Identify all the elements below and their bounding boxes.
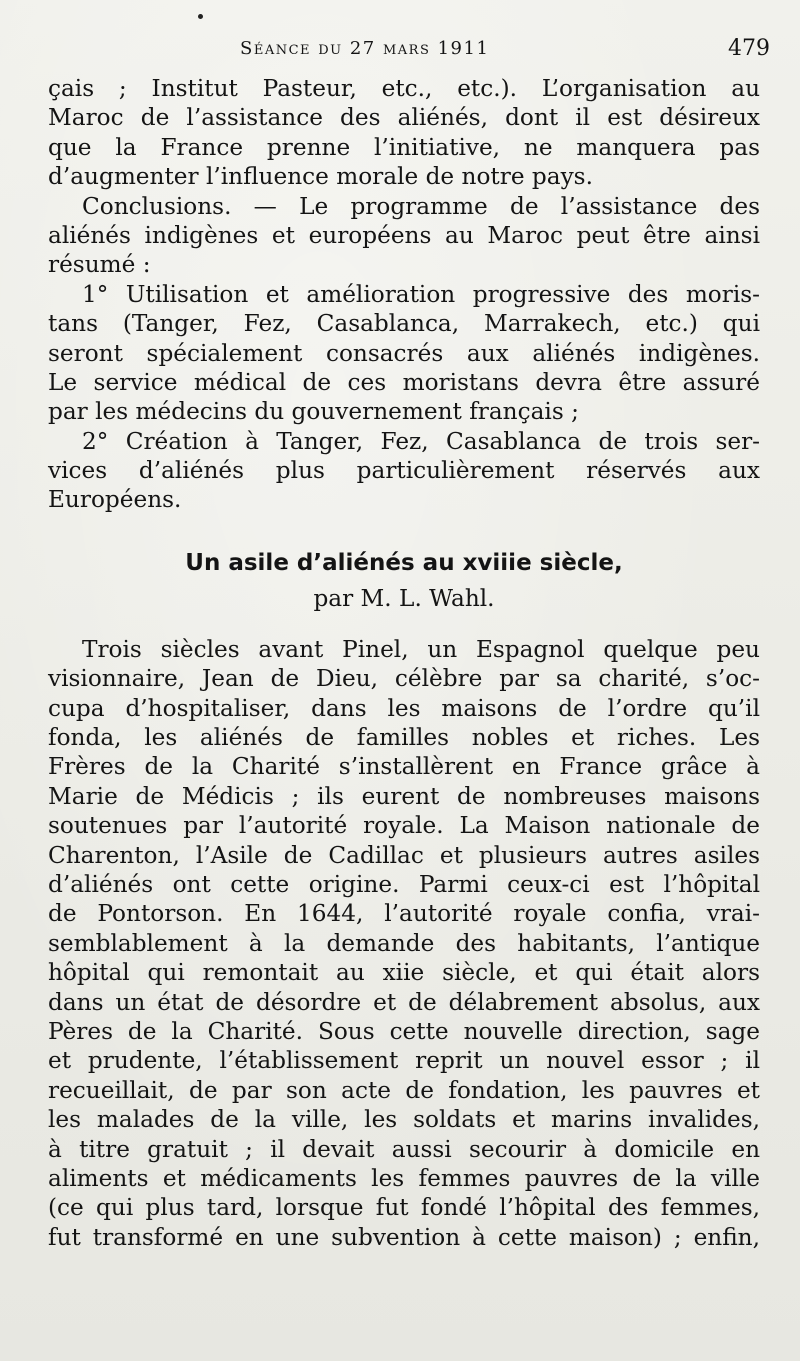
text-line: aliénés indigènes et européens au Maroc peut être ainsi: [48, 221, 760, 249]
text-line: Conclusions. — Le programme de l’assistance des: [82, 192, 760, 220]
text-line: Charenton, l’Asile de Cadillac et plusieurs autres asiles: [48, 841, 760, 869]
text-line: d’aliénés ont cette origine. Parmi ceux-ci est l’hôpital: [48, 870, 760, 898]
paragraph-point-2: [48, 427, 760, 515]
text-line: hôpital qui remontait au xiie siècle, et qui était alors: [48, 959, 760, 987]
paragraph-continuation: [48, 74, 760, 192]
text-line: que la France prenne l’initiative, ne manquera pas: [48, 133, 760, 161]
paragraph-article-body: [48, 635, 760, 1252]
text-line: çais ; Institut Pasteur, etc., etc.). L’organisation au: [48, 75, 760, 102]
text-line: Maroc de l’assistance des aliénés, dont il est désireux: [48, 104, 760, 132]
text-line: d’augmenter l’influence morale de notre pays.: [48, 163, 593, 191]
text-line: de Pontorson. En 1644, l’autorité royale confia, vrai-: [48, 900, 760, 928]
text-line: Trois siècles avant Pinel, un Espagnol quelque peu: [82, 635, 760, 663]
text-line: résumé :: [48, 251, 151, 279]
text-line: fonda, les aliénés de familles nobles et riches. Les: [48, 724, 760, 752]
text-line: vices d’aliénés plus particulièrement réservés aux: [48, 457, 760, 485]
body-text: [48, 74, 760, 1252]
text-line: (ce qui plus tard, lorsque fut fondé l’hôpital des femmes,: [48, 1194, 760, 1222]
section-spacer: [48, 515, 760, 545]
text-line: aliments et médicaments les femmes pauvres de la ville: [48, 1164, 760, 1192]
paragraph-conclusions: [48, 192, 760, 280]
text-line: à titre gratuit ; il devait aussi secourir à domicile en: [48, 1135, 760, 1163]
running-head-title: Séance du 27 mars 1911: [240, 38, 490, 59]
paragraph-point-1: [48, 280, 760, 427]
text-line: semblablement à la demande des habitants, l’antique: [48, 929, 760, 957]
text-line: visionnaire, Jean de Dieu, célèbre par sa charité, s’oc-: [48, 665, 760, 693]
text-line: dans un état de désordre et de délabrement absolus, aux: [48, 988, 760, 1016]
text-line: recueillait, de par son acte de fondation, les pauvres et: [48, 1076, 760, 1104]
page-number: 479: [728, 36, 770, 61]
text-line: seront spécialement consacrés aux aliénés indigènes.: [48, 339, 760, 367]
text-line: 1° Utilisation et amélioration progressive des moris-: [82, 280, 760, 308]
ink-dot: [198, 14, 203, 19]
text-line: par les médecins du gouvernement français ;: [48, 398, 579, 426]
text-line: cupa d’hospitaliser, dans les maisons de l’ordre qu’il: [48, 694, 760, 722]
running-head: [0, 34, 800, 64]
text-line: tans (Tanger, Fez, Casablanca, Marrakech, etc.) qui: [48, 310, 760, 338]
text-line: Marie de Médicis ; ils eurent de nombreuses maisons: [48, 782, 760, 810]
text-line: fut transformé en une subvention à cette maison) ; enfin,: [48, 1223, 760, 1251]
article-byline: par M. L. Wahl.: [313, 584, 495, 612]
section-spacer: [48, 617, 760, 635]
article-title: Un asile d’aliénés au xviiie siècle,: [185, 549, 623, 576]
text-line: Pères de la Charité. Sous cette nouvelle direction, sage: [48, 1017, 760, 1045]
text-line: Européens.: [48, 486, 182, 514]
text-line: les malades de la ville, les soldats et marins invalides,: [48, 1106, 760, 1134]
text-line: 2° Création à Tanger, Fez, Casablanca de trois ser-: [82, 427, 760, 455]
text-line: Le service médical de ces moristans devra être assuré: [48, 368, 760, 396]
text-line: soutenues par l’autorité royale. La Maison nationale de: [48, 812, 760, 840]
text-line: et prudente, l’établissement reprit un nouvel essor ; il: [48, 1047, 760, 1075]
text-line: Frères de la Charité s’installèrent en France grâce à: [48, 753, 760, 781]
